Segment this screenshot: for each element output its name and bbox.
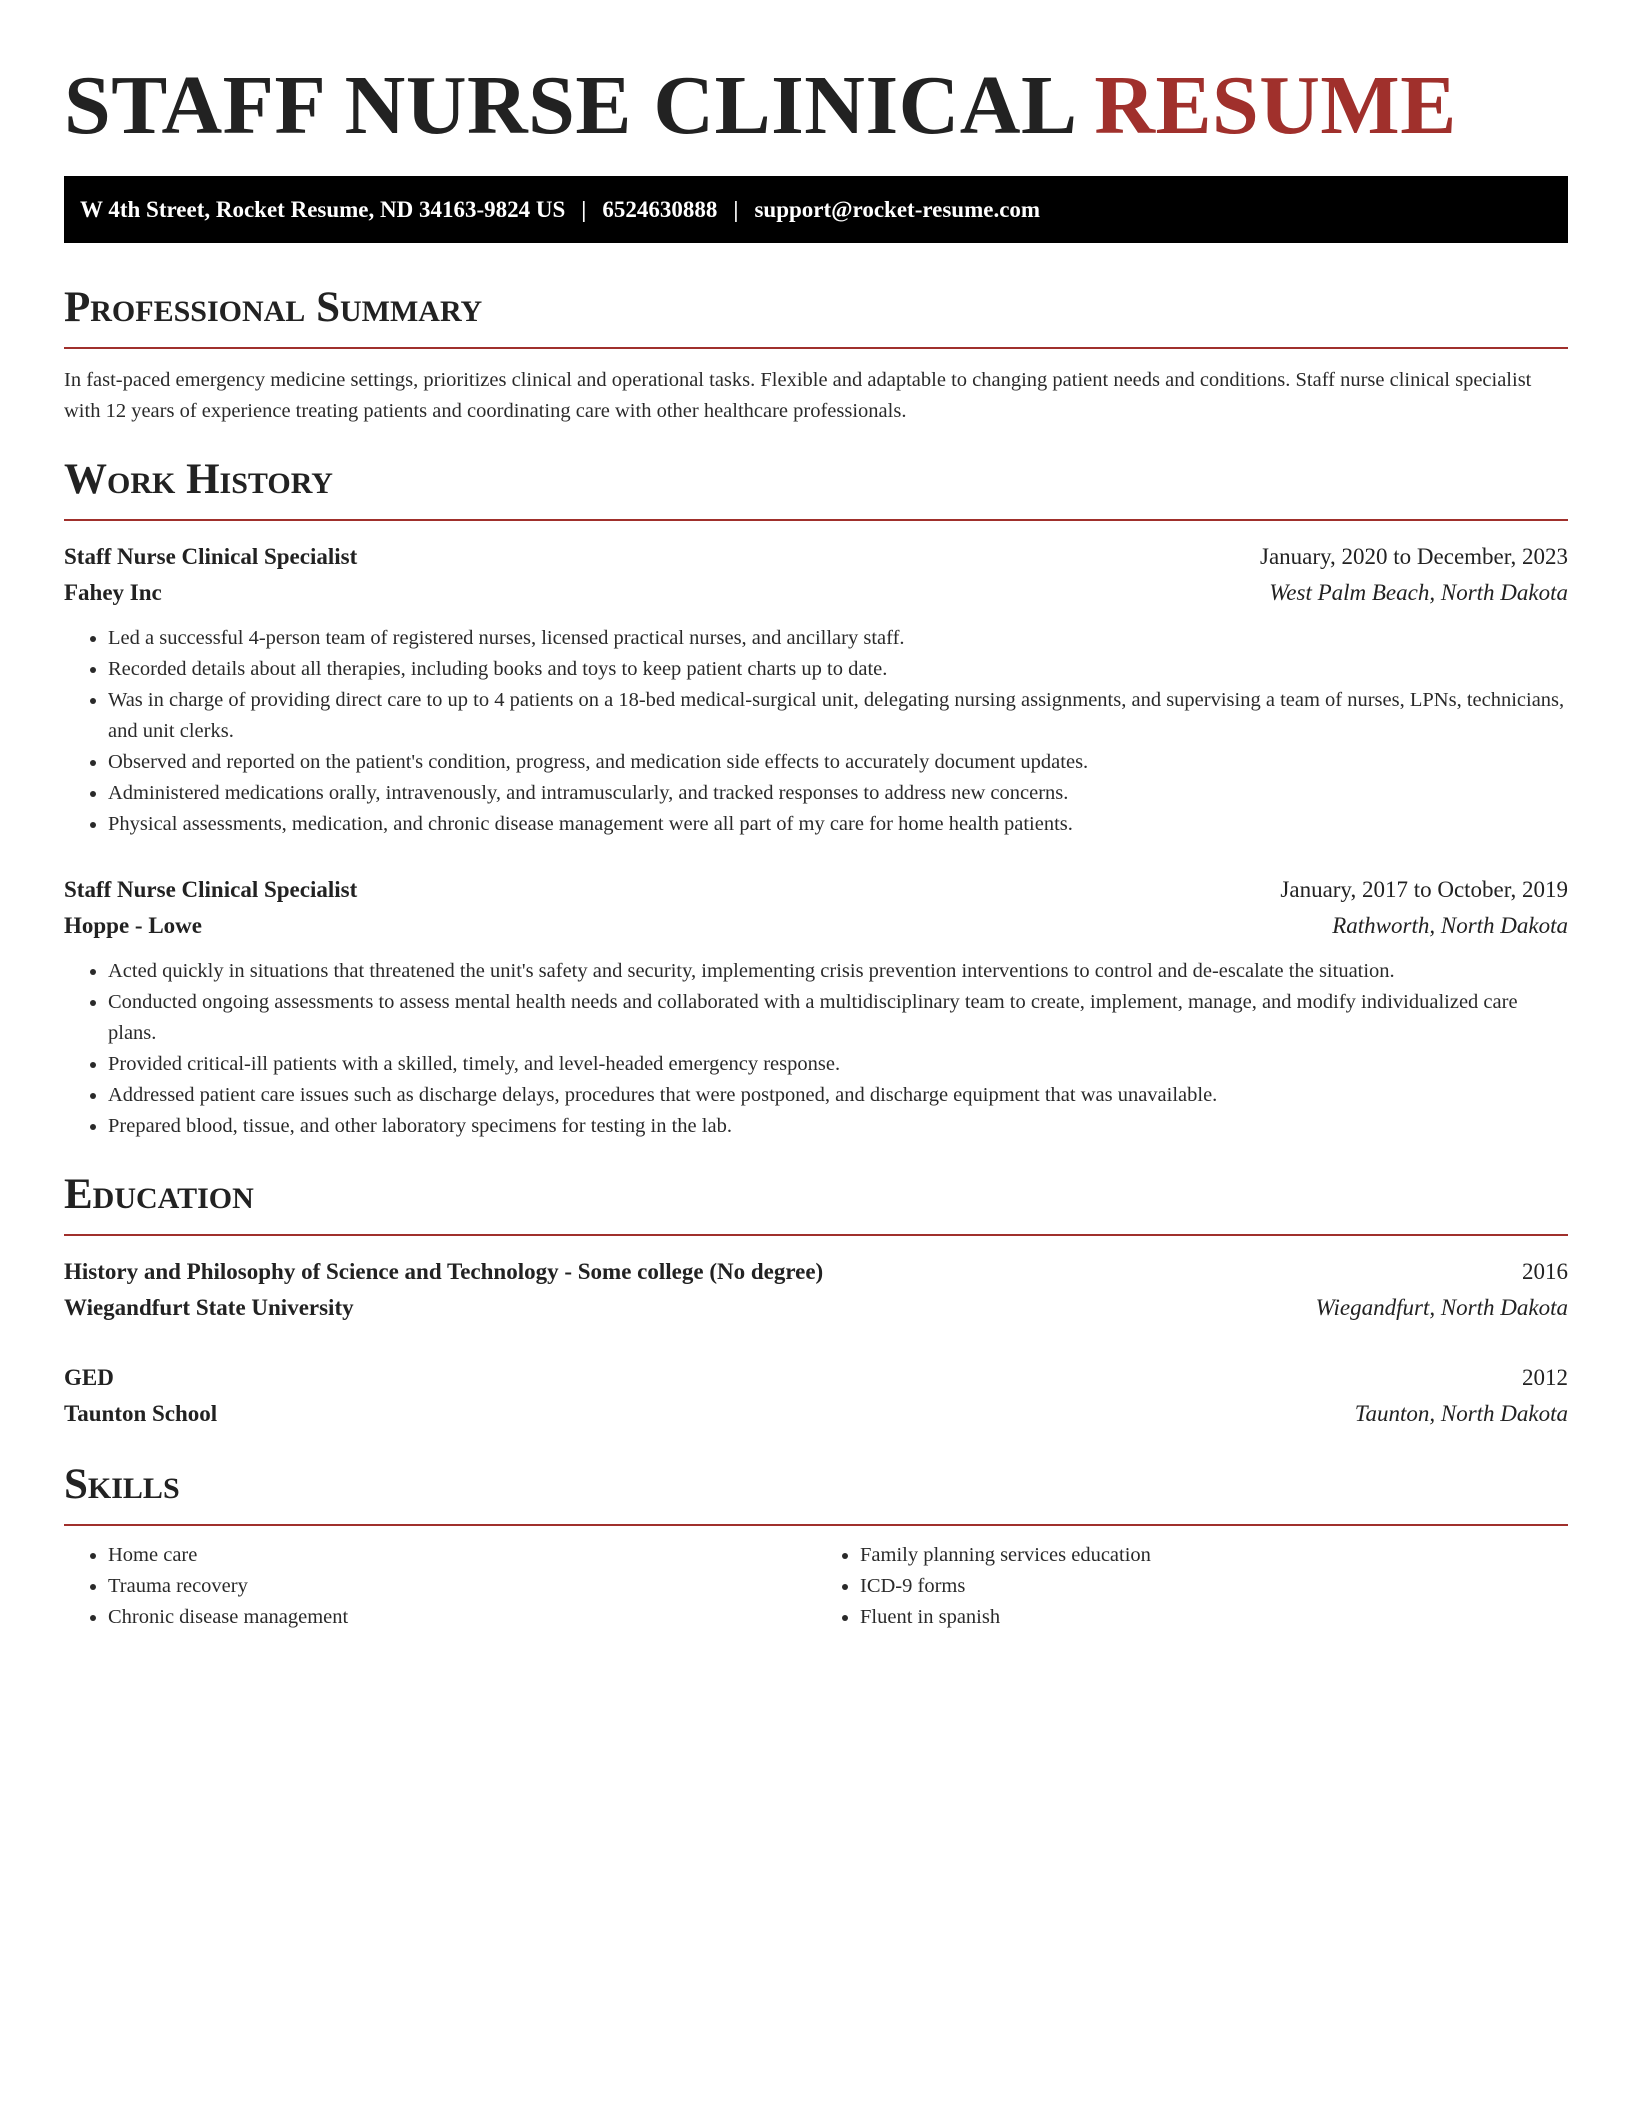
skill-item: • Fluent in spanish — [860, 1602, 1568, 1633]
job-bullet: • Conducted ongoing assessments to assess mental health needs and collaborated with a multidisciplinary team to create, implement, manage, and modify individualized care plans. — [108, 987, 1568, 1049]
title-accent: RESUME — [1094, 59, 1457, 152]
job-bullet: • Was in charge of providing direct care to up to 4 patients on a 18-bed medical-surgical unit, delegating nursing assignments, and supervising a team of nurses, LPNs, technicians, and unit clerks. — [108, 685, 1568, 747]
skills-section — [64, 1460, 1568, 1633]
skill-item: • Chronic disease management — [108, 1602, 816, 1633]
education-degree: History and Philosophy of Science and Technology - Some college (No degree) — [64, 1259, 824, 1284]
contact-email: support@rocket-resume.com — [754, 196, 1041, 222]
job-entry — [64, 539, 1568, 840]
job-bullet: • Administered medications orally, intravenously, and intramuscularly, and tracked responses to address new concerns. — [108, 778, 1568, 809]
job-bullet: • Led a successful 4-person team of registered nurses, licensed practical nurses, and ancillary staff. — [108, 623, 1568, 654]
education-entry — [64, 1254, 1568, 1326]
job-bullet: • Physical assessments, medication, and chronic disease management were all part of my care for home health patients. — [108, 809, 1568, 840]
job-title: Staff Nurse Clinical Specialist — [64, 877, 358, 902]
contact-separator: | — [733, 196, 739, 222]
education-degree: GED — [64, 1365, 114, 1390]
job-dates: January, 2017 to October, 2019 — [1280, 877, 1568, 902]
job-bullets — [64, 623, 1568, 840]
job-location: West Palm Beach, North Dakota — [1269, 580, 1568, 605]
skills-columns — [64, 1540, 1568, 1633]
skill-item: • Family planning services education — [860, 1540, 1568, 1571]
summary-text: In fast-paced emergency medicine settings, prioritizes clinical and operational tasks. Flexible and adaptable to changing patient needs and conditions. Staff nurse clinical specialist with 12 years of experience treating patients and coordinating care with other healthcare professionals. — [64, 369, 1532, 422]
section-divider — [64, 519, 1568, 521]
job-bullet: • Addressed patient care issues such as discharge delays, procedures that were postponed, and discharge equipment that was unavailable. — [108, 1080, 1568, 1111]
skills-list-left — [64, 1540, 816, 1633]
section-heading: Professional Summary — [64, 284, 483, 331]
skill-item: • Home care — [108, 1540, 816, 1571]
job-location: Rathworth, North Dakota — [1332, 913, 1568, 938]
education-entry — [64, 1360, 1568, 1432]
job-dates: January, 2020 to December, 2023 — [1260, 544, 1568, 569]
job-bullet: • Acted quickly in situations that threatened the unit's safety and security, implementing crisis prevention interventions to control and de-escalate the situation. — [108, 956, 1568, 987]
resume-title — [64, 0, 1568, 156]
job-bullet: • Prepared blood, tissue, and other laboratory specimens for testing in the lab. — [108, 1111, 1568, 1142]
section-heading: Work History — [64, 456, 333, 503]
skill-item: • Trauma recovery — [108, 1571, 816, 1602]
education-section — [64, 1170, 1568, 1432]
contact-separator: | — [581, 196, 587, 222]
skills-list-right — [816, 1540, 1568, 1633]
summary-section — [64, 283, 1568, 427]
education-year: 2016 — [1522, 1259, 1568, 1284]
job-title: Staff Nurse Clinical Specialist — [64, 544, 358, 569]
contact-address: W 4th Street, Rocket Resume, ND 34163-9824 US — [80, 196, 566, 222]
education-school: Taunton School — [64, 1401, 218, 1426]
section-heading: Skills — [64, 1461, 180, 1508]
job-entry — [64, 872, 1568, 1142]
job-bullet: • Provided critical-ill patients with a skilled, timely, and level-headed emergency response. — [108, 1049, 1568, 1080]
work-history-section — [64, 455, 1568, 1142]
section-divider — [64, 1234, 1568, 1236]
title-main: STAFF NURSE CLINICAL — [64, 59, 1073, 152]
education-location: Taunton, North Dakota — [1354, 1401, 1568, 1426]
contact-bar — [64, 176, 1568, 243]
education-year: 2012 — [1522, 1365, 1568, 1390]
skill-item: • ICD-9 forms — [860, 1571, 1568, 1602]
job-bullet: • Recorded details about all therapies, including books and toys to keep patient charts up to date. — [108, 654, 1568, 685]
education-school: Wiegandfurt State University — [64, 1295, 354, 1320]
contact-phone: 6524630888 — [602, 196, 718, 222]
section-divider — [64, 347, 1568, 349]
job-company: Fahey Inc — [64, 580, 162, 605]
section-divider — [64, 1524, 1568, 1526]
job-bullet: • Observed and reported on the patient's condition, progress, and medication side effects to accurately document updates. — [108, 747, 1568, 778]
job-bullets — [64, 956, 1568, 1142]
section-heading: Education — [64, 1171, 254, 1218]
education-location: Wiegandfurt, North Dakota — [1315, 1295, 1568, 1320]
job-company: Hoppe - Lowe — [64, 913, 202, 938]
